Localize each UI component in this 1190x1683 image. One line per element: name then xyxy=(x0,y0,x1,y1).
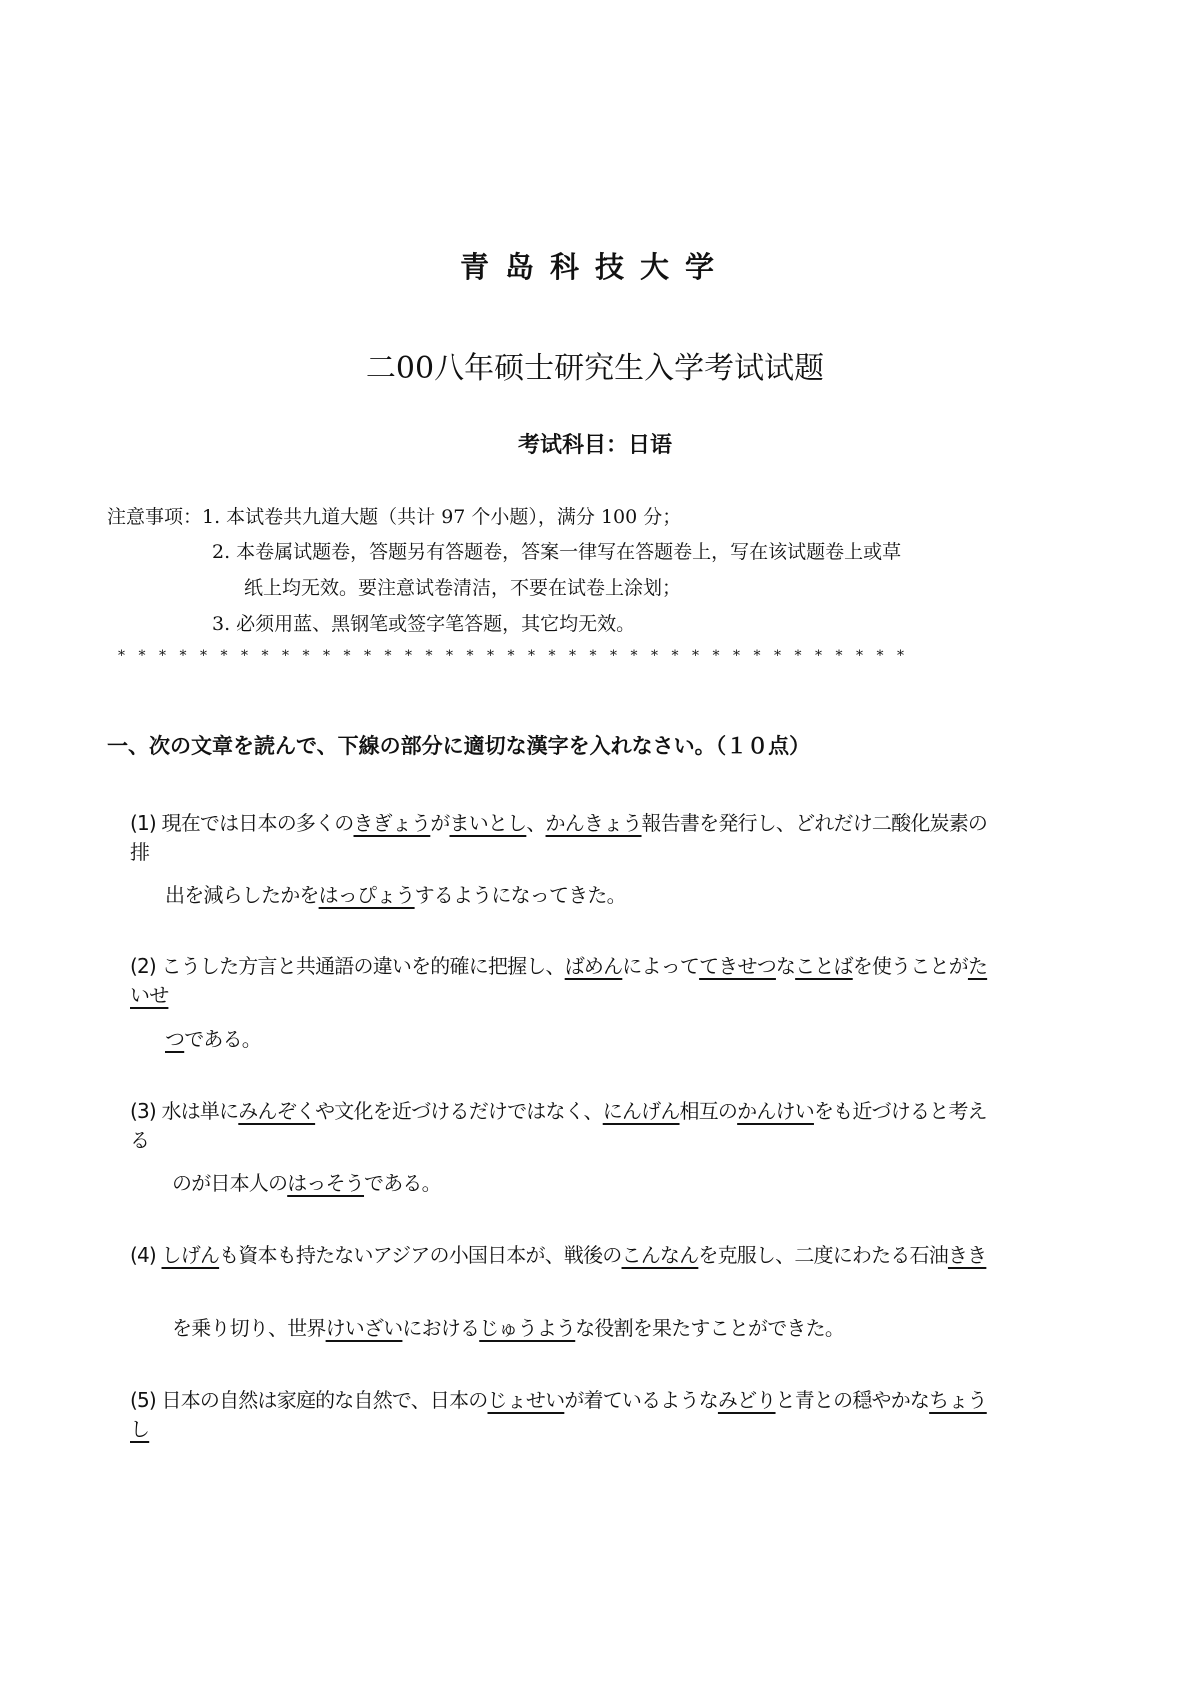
underlined-blank: にんげん xyxy=(602,1099,680,1123)
question-text: が着ているような xyxy=(564,1388,718,1412)
underlined-blank: ことば xyxy=(795,954,853,978)
separator-stars: *************************************** xyxy=(118,648,918,664)
university-title: 青岛科技大学 xyxy=(459,250,730,284)
underlined-blank: はっぴょう xyxy=(318,883,415,907)
question-text: (2) こうした方言と共通語の違いを的確に把握し、 xyxy=(130,954,565,978)
underlined-blank: じゅうよう xyxy=(479,1316,576,1340)
underlined-blank: しげん xyxy=(161,1243,220,1267)
underlined-blank: きき xyxy=(947,1243,987,1267)
question-text: な xyxy=(775,954,796,978)
question-line xyxy=(165,879,1025,908)
question-line xyxy=(172,1312,1032,1341)
section-1-heading: 一、次の文章を読んで、下線の部分に適切な漢字を入れなさい。（１０点） xyxy=(107,734,811,758)
question-text: である。 xyxy=(364,1171,441,1195)
underlined-blank: きぎょう xyxy=(353,811,431,835)
question-text: (3) 水は単に xyxy=(130,1099,239,1123)
question-line xyxy=(130,807,990,865)
note-2-continued: 纸上均无效。要注意试卷清洁，不要在试卷上涂划； xyxy=(244,577,682,599)
underlined-blank: じょせい xyxy=(487,1388,565,1412)
underlined-blank: たいせ xyxy=(130,954,988,1007)
question-line xyxy=(130,1384,990,1442)
question-text: (5) 日本の自然は家庭的な自然で、日本の xyxy=(130,1388,488,1412)
question-line xyxy=(130,1239,990,1268)
question-text: も資本も持たないアジアの小国日本が、戦後の xyxy=(219,1243,622,1267)
underlined-blank: ちょうし xyxy=(130,1388,987,1441)
question-text: 相互の xyxy=(679,1099,738,1123)
question-text: を乗り切り、世界 xyxy=(172,1316,326,1340)
question-text: や文化を近づけるだけではなく、 xyxy=(315,1099,603,1123)
underlined-blank: けいざい xyxy=(325,1316,403,1340)
question-line xyxy=(130,1095,990,1153)
exam-subject: 考试科目：日语 xyxy=(517,433,672,458)
underlined-blank: かんきょう xyxy=(545,811,642,835)
underlined-blank: まいとし xyxy=(449,811,527,835)
underlined-blank: こんなん xyxy=(621,1243,699,1267)
underlined-blank: みんぞく xyxy=(238,1099,316,1123)
question-text: と青との穏やかな xyxy=(775,1388,930,1412)
underlined-blank: つ xyxy=(165,1027,185,1051)
question-line xyxy=(165,1023,1025,1052)
question-text: (4) xyxy=(130,1243,162,1267)
question-text: を克服し、二度にわたる石油 xyxy=(698,1243,948,1267)
underlined-blank: はっそう xyxy=(287,1171,365,1195)
question-text: である。 xyxy=(184,1027,262,1051)
exam-title: 二00八年硕士研究生入学考试试题 xyxy=(365,351,825,386)
question-text: 出を減らしたかを xyxy=(165,883,319,907)
underlined-blank: かんけい xyxy=(737,1099,814,1123)
question-text: を使うことが xyxy=(852,954,968,978)
question-line xyxy=(130,950,990,1008)
question-text: によって xyxy=(622,954,700,978)
question-text: のが日本人の xyxy=(172,1171,288,1195)
question-text: 報告書を発行し、どれだけ二酸化炭素の排 xyxy=(130,811,988,864)
note-2: 2. 本卷属试题卷，答题另有答题卷，答案一律写在答题卷上，写在该试题卷上或草 xyxy=(212,541,902,563)
question-text: をも近づけると考える xyxy=(130,1099,987,1152)
underlined-blank: てきせつ xyxy=(699,954,776,978)
question-line xyxy=(172,1167,1032,1196)
note-1: 注意事项：1. 本试卷共九道大题（共计 97 个小题），满分 100 分； xyxy=(107,506,682,528)
question-text: な役割を果たすことができた。 xyxy=(575,1316,845,1340)
question-text: するようになってきた。 xyxy=(414,883,626,907)
underlined-blank: ばめん xyxy=(564,954,623,978)
question-text: における xyxy=(402,1316,480,1340)
question-text: 、 xyxy=(526,811,546,835)
question-text: (1) 現在では日本の多くの xyxy=(130,811,354,835)
note-3: 3. 必须用蓝、黑钢笔或签字笔答题，其它均无效。 xyxy=(212,613,636,635)
underlined-blank: みどり xyxy=(717,1388,776,1412)
question-text: が xyxy=(430,811,450,835)
